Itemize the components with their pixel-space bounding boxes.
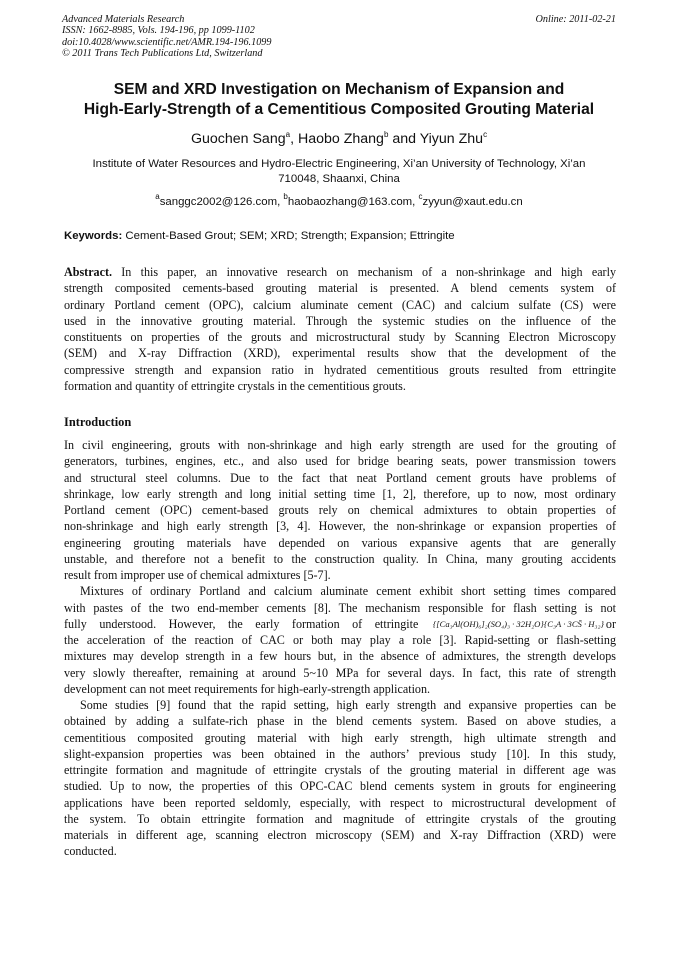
body-line: unstable, and therefore not a benefit to the construction quality. In China, many grouting accidents xyxy=(64,551,616,566)
doi-line: doi:10.4028/www.scientific.net/AMR.194-196.1099 xyxy=(62,36,272,48)
body-line: cementitious composited grouting material with high early strength, high ultimate strength and xyxy=(64,730,616,745)
journal-name: Advanced Materials Research xyxy=(62,14,185,25)
abstract-line: used in the innovative grouting material. Through the systemic studies on the influence of the xyxy=(64,313,616,328)
body-line: Some studies [9] found that the rapid setting, high early strength and expansive properties can be xyxy=(80,698,616,712)
keywords-label: Keywords: xyxy=(64,230,123,242)
affiliation xyxy=(62,157,616,187)
abstract-line: compressive strength and expansion ratio in hydrated cementitious grouts resulted from ettringite xyxy=(64,362,616,377)
abstract-label: Abstract. xyxy=(64,265,113,279)
body-line: generators, turbines, engines, etc., and also used for bridge bearing seats, power transmission towers xyxy=(64,454,616,469)
keywords-text: Cement-Based Grout; SEM; XRD; Strength; Expansion; Ettringite xyxy=(122,230,455,242)
email-link[interactable]: sanggc2002@126.com xyxy=(159,196,278,208)
email-link[interactable]: haobaozhang@163.com xyxy=(287,196,413,208)
introduction-body xyxy=(64,437,616,860)
body-line: mixtures may develop strength in a few hours but, in the absence of admixtures, the strength develops xyxy=(64,649,616,664)
affiliation-line-1: Institute of Water Resources and Hydro-Electric Engineering, Xi’an University of Technology, Xi’an xyxy=(92,158,586,170)
email-mark: b xyxy=(283,192,288,201)
author-name: Yiyun Zhu xyxy=(419,131,484,147)
body-line: result from improper use of chemical admixtures [5-7]. xyxy=(64,568,331,582)
abstract-line: (SEM) and X-ray Diffraction (XRD), experimental results show that the development of the xyxy=(64,346,616,361)
author-separator: and xyxy=(388,131,420,147)
copyright-line: © 2011 Trans Tech Publications Ltd, Switzerland xyxy=(62,48,263,60)
body-line: non-shrinkage and high early strength [3, 4]. However, the non-shrinkage or expansion properties of xyxy=(64,519,616,534)
body-line: Portland cement (OPC) cement-based grouts rely on chemical admixtures to obtain properties of xyxy=(64,503,616,517)
body-line: with pastes of the two end-member cements [8]. The mechanism responsible for flash setting is not xyxy=(64,600,616,615)
email-mark: c xyxy=(418,192,423,201)
keywords xyxy=(64,229,616,244)
abstract-line: ordinary Portland cement (OPC), calcium aluminate cement (CAC) and calcium sulfate (CS) were xyxy=(64,297,616,312)
author-name: Guochen Sang xyxy=(190,131,286,147)
issn-line: ISSN: 1662-8985, Vols. 194-196, pp 1099-1102 xyxy=(62,25,255,37)
abstract-line: formation and quantity of ettringite crystals in the cementitious grouts. xyxy=(64,378,406,393)
body-line: shrinkage, low early strength and long initial setting time [1, 2], therefore, up to now, most ordinary xyxy=(64,486,616,501)
journal-header xyxy=(62,14,616,60)
author-affil-mark: a xyxy=(285,130,291,139)
paper-title xyxy=(40,80,638,120)
body-line: the acceleration of the reaction of CAC or both may play a role [3]. Rapid-setting or flash-setting xyxy=(64,633,616,647)
body-line: slight-expansion properties was been obtained in the authors’ previous study [10]. In this study, xyxy=(64,746,616,761)
author-emails xyxy=(40,192,638,210)
abstract-line: strength composited cements-based grouting material is presented. A blend cements system of xyxy=(64,281,616,296)
author-list xyxy=(40,130,638,148)
body-line: conducted. xyxy=(64,844,117,859)
author-separator: , xyxy=(290,131,298,147)
body-line: very slowly thereafter, remaining at around 5~10 MPa for several days. In fact, this rate of strength xyxy=(64,665,616,680)
body-line: materials in different age, scanning electron microscopy (SEM) and X-ray Diffraction (XRD) were xyxy=(64,828,616,842)
body-line: development can not meet requirements for high-early-strength application. xyxy=(64,681,431,696)
body-line: Mixtures of ordinary Portland and calcium aluminate cement exhibit short setting times compared xyxy=(80,584,616,599)
ettringite-formula: {[Ca₃Al(OH)₆]₂(SO₄)₃ · 32H₂O}{C₃A · 3CS̄ · H₃₂} xyxy=(432,618,604,629)
affiliation-line-2: 710048, Shaanxi, China xyxy=(278,173,400,185)
author-affil-mark: b xyxy=(383,130,389,139)
email-link[interactable]: zyyun@xaut.edu.cn xyxy=(422,196,523,208)
email-separator: , xyxy=(412,196,419,208)
abstract-line: Abstract. In this paper, an innovative research on mechanism of a non-shrinkage and high early xyxy=(64,265,616,279)
author-affil-mark: c xyxy=(483,130,488,139)
body-line: obtained by adding a sulfate-rich phase in the blend cements system. Based on above studies, a xyxy=(64,714,616,729)
abstract xyxy=(64,264,616,394)
email-mark: a xyxy=(155,192,160,201)
abstract-line: constituents on properties of the grouts and microstructural study by Scanning Electron Microscopy xyxy=(64,330,616,344)
online-date: Online: 2011-02-21 xyxy=(535,14,616,25)
title-line-2: High-Early-Strength of a Cementitious Composited Grouting Material xyxy=(83,101,595,118)
body-line: the system. To obtain ettringite formation and magnitude of ettringite crystals of the grouting xyxy=(64,811,616,826)
section-heading-introduction: Introduction xyxy=(64,415,132,429)
body-line: ettringite formation and magnitude of ettringite crystals of the grouting material in different age was xyxy=(64,763,616,777)
email-separator: , xyxy=(277,196,284,208)
body-line: engineering grouting materials have depended on various expansive agents that are generally xyxy=(64,535,616,550)
body-line: In civil engineering, grouts with non-shrinkage and high early strength are used for the grouting of xyxy=(64,438,616,452)
body-line: and structural steel columns. Due to the fact that neat Portland cement grouts have problems of xyxy=(64,470,616,485)
title-line-1: SEM and XRD Investigation on Mechanism of Expansion and xyxy=(113,81,565,98)
body-line: applications have been reported seldomly, especially, with respect to microstructural development of xyxy=(64,795,616,810)
author-name: Haobo Zhang xyxy=(297,131,384,147)
body-line: studied. Up to now, the properties of this OPC-CAC blend cements system in grouts for engineering xyxy=(64,779,616,794)
body-line-with-formula: fully understood. However, the early formation of ettringite {[Ca₃Al(OH)₆]₂(SO₄)₃ · 32H₂O}{C₃A · 3CS̄ · H₃₂} or xyxy=(64,616,616,631)
